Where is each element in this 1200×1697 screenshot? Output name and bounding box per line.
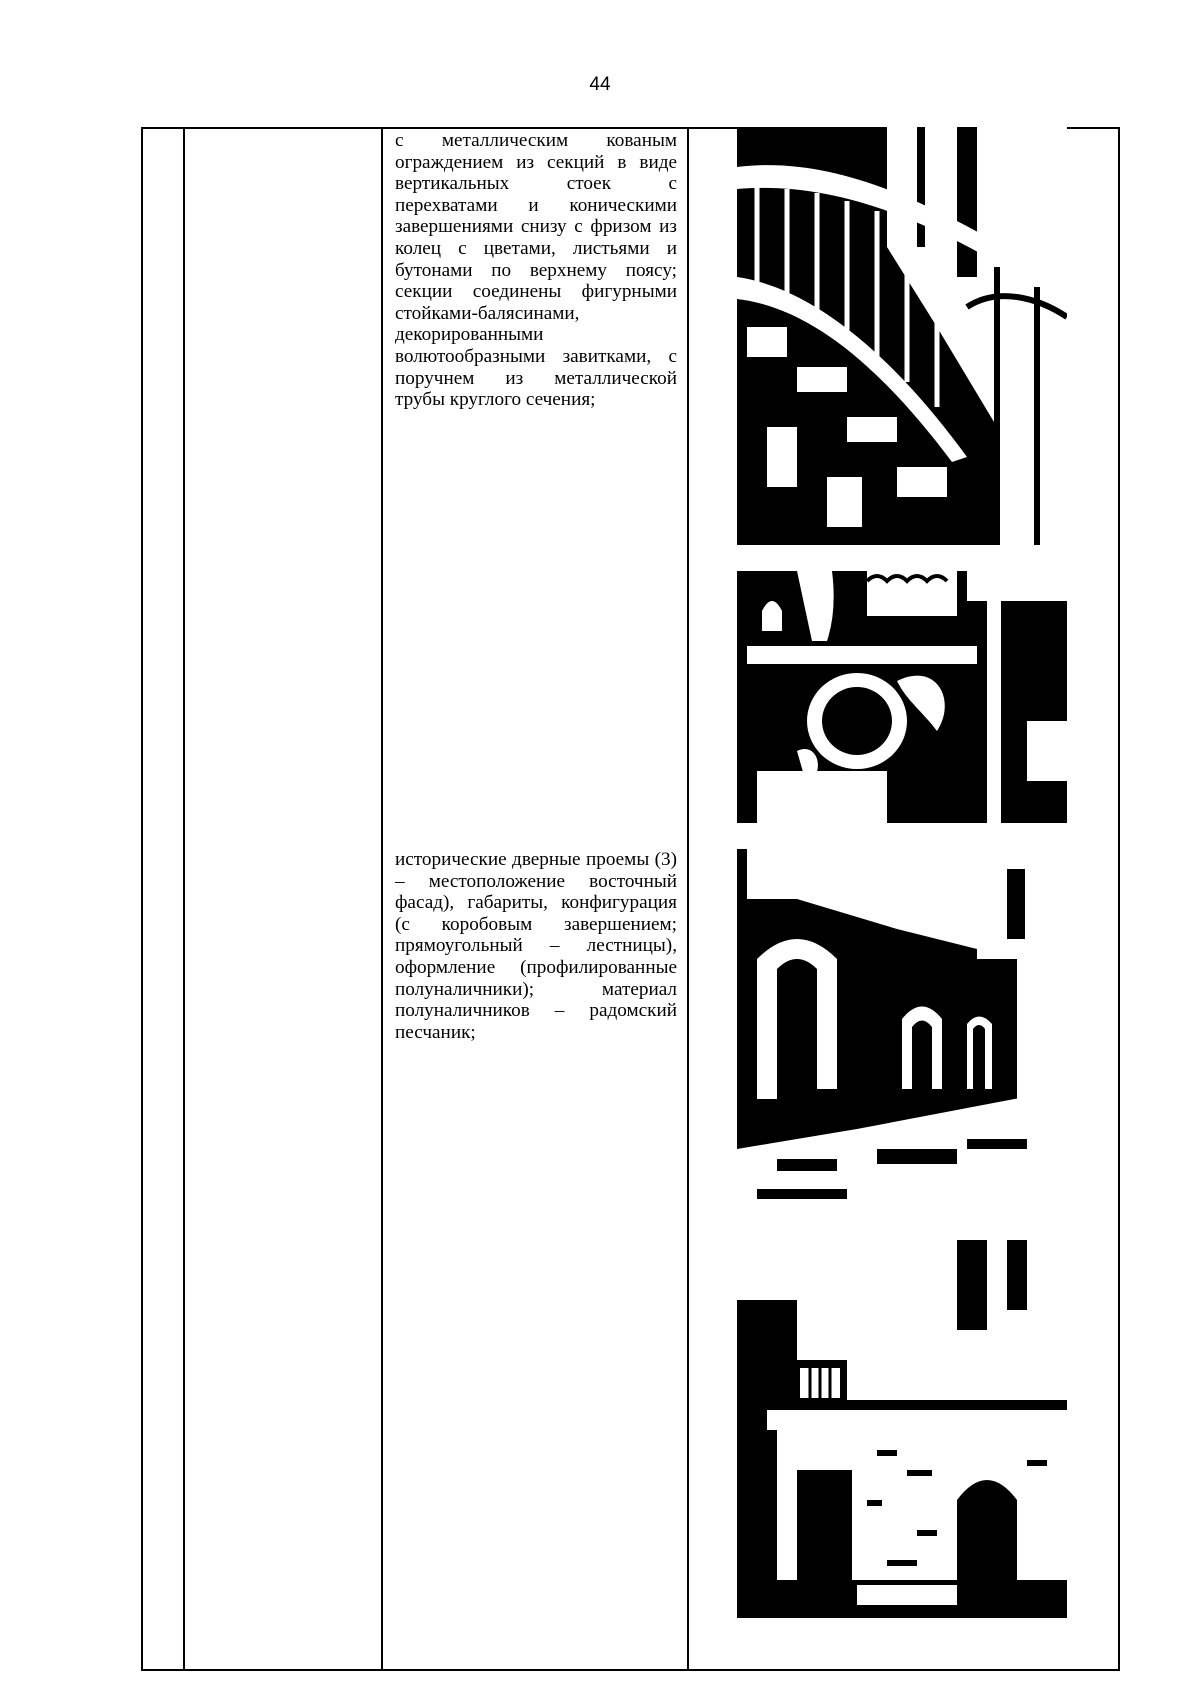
- page-number: 44: [589, 74, 611, 95]
- column-divider-1: [183, 127, 185, 1671]
- photo-railing-overview: [737, 127, 1067, 545]
- door-openings-description: исторические дверные проемы (3) – местоположение восточный фасад), габариты, конфигурация (с коробовым завершением; прямоугольный – лестницы), оформление (профилированные полуналичники); материал полуналичников – радомский песчаник;: [395, 849, 677, 1043]
- column-divider-3: [687, 127, 689, 1671]
- column-divider-2: [381, 127, 383, 1671]
- photo-doors-courtyard: [737, 1240, 1067, 1618]
- railing-description: с металлическим кованым ограждением из секций в виде вертикальных стоек с перехватами и коническими завершениями снизу с фризом из колец с цветами, листьями и бутонами по верхнему поясу; секции соединены фигурными стойками-балясинами, декорированными волютообразными завитками, с поручнем из металлической трубы круглого сечения;: [395, 130, 677, 411]
- photo-doors-east-facade: [737, 849, 1067, 1211]
- photo-railing-detail: [737, 571, 1067, 823]
